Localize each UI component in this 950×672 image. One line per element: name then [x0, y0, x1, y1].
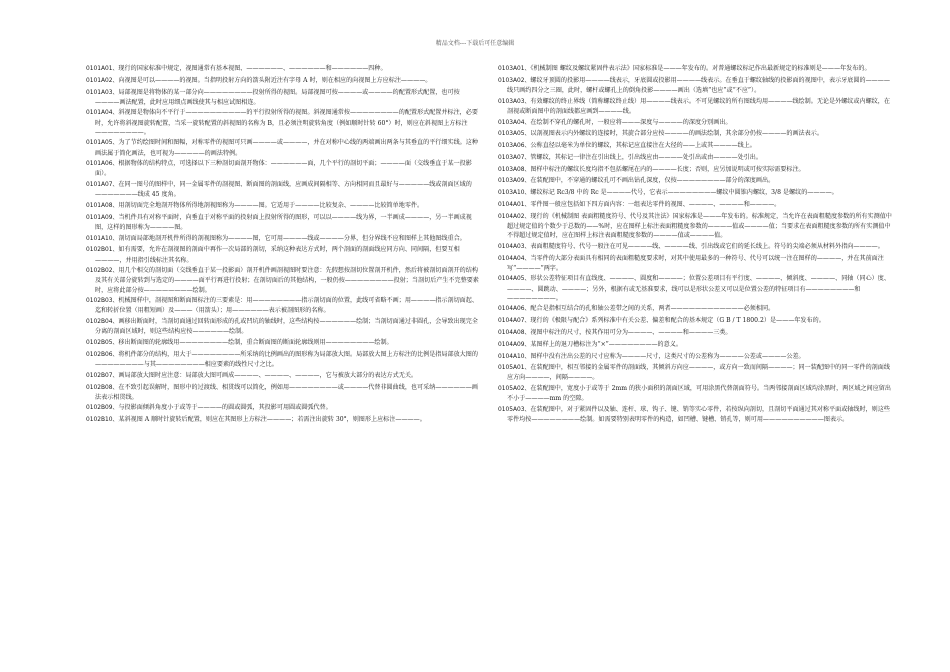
question-item	[498, 129, 893, 139]
question-id: 0104A02、	[498, 213, 531, 220]
question-item	[86, 88, 481, 107]
question-text: 当零件的大部分表面具有相同的表面粗糙度要求时，对其中使用最多的一种符号、代号可以统一注在图样的————，并在其前面注写“————”两字。	[507, 254, 884, 272]
question-text: 现行的《机械制图 表面粗糙度符号、代号及其注法》国家标准是———年发布的。标准规定，当允许在表面粗糙度参数的所有实测值中超过规定值的个数少于总数的——%时，应在图样上标注表面粗糙度参数的————值或————值；当要求在表面粗糙度参数的所有实测值中不得超过规定值时，应在图样上标注表面粗糙度参数的————值或————值。	[507, 212, 892, 239]
question-item	[86, 64, 481, 74]
question-item	[498, 384, 893, 403]
question-item	[498, 405, 893, 424]
question-item	[498, 316, 893, 326]
question-item	[86, 159, 481, 178]
left-column	[86, 64, 481, 427]
question-item	[498, 254, 893, 273]
question-text: 《机械制图 螺纹及螺纹紧固件表示法》国家标准是———年发布的。对普通螺纹标记作出最新规定的标准则是———年发布的。	[530, 65, 871, 72]
question-text: 根据物体的结构特点，可选择以下三种剖切面剖开物体：——————面，几个平行的剖切平面；————面（交线垂直于某一投影面）。	[95, 160, 472, 178]
question-item	[498, 165, 893, 175]
question-text: 局部视图是将物体的某一部分向————————投射所得的视图。局部视图可按————或————的配置形式配置，也可按————画法配置，此时应用细点画线使其与相应试图相连。	[95, 88, 460, 106]
question-text: 表面粗糙度符号、代号一般注在可见————线、————线、引出线或它们的延长线上。符号的尖端必须从材料外指向————。	[530, 242, 884, 250]
question-text: 在装配图中，宽度小于或等于 2mm 的狭小面积的剖面区域，可用涂黑代替剖面符号。当两邻接剖面区域均涂黑时，两区域之间应留出不小于————mm 的空隙。	[507, 385, 891, 403]
question-text: 在装配图中，不穿通的螺纹孔可不画出钻孔深度，仅按————————部分的深度画出。	[530, 177, 775, 185]
question-text: 画局部放大图时应注意：局部放大图可画成————、————、————，它与被放大部分的表达方式无关。	[118, 371, 418, 379]
question-item	[86, 383, 481, 402]
question-item	[86, 317, 481, 336]
question-item	[498, 352, 893, 362]
question-text: 以剖视图表示内外螺纹的连接时，其旋合部分应按————的画法绘制，其余部分仍按————的画法表示。	[530, 130, 823, 138]
question-text: 现行的《极限与配合》系列标准中有关公差、偏差和配合的基本规定（G B / T 1800.2）是———年发布的。	[530, 317, 825, 325]
question-text: 某斜视图 A 顺时针旋转后配置，则应在其图形上方标注————；若需注出旋转 30°，则图形上应标注————。	[118, 416, 426, 424]
question-item	[498, 328, 893, 338]
question-id: 0104A04、	[498, 255, 531, 262]
question-item	[86, 108, 481, 136]
question-id: 0104A05、	[498, 276, 531, 283]
question-text: 零件图一般应包括如下四方面内容：一组表达零件的视图、————、————和————。	[530, 201, 781, 208]
question-item	[498, 188, 893, 198]
question-text: 有效螺纹的终止界线（简称螺纹终止线）用————线表示。不可见螺纹的所有图线均用————线绘制。无论是外螺纹或内螺纹，在剖视或断面图中的剖面线都应画到————线。	[507, 97, 890, 115]
question-id: 0101A08、	[86, 203, 119, 210]
question-id: 0102B05、	[86, 340, 119, 347]
question-text: 现行的国家标准中规定，视图通常有基本视图、——————、——————和——————四种。	[118, 65, 387, 72]
question-id: 0103A06、	[498, 143, 531, 150]
question-id: 0102B02、	[86, 268, 119, 275]
question-id: 0102B03、	[86, 298, 119, 305]
question-text: 公称直径以毫米为单位的螺纹，其标记应直接注在大径的——上或其————线上。	[530, 142, 756, 150]
question-text: 在装配图中，相互邻接的金属零件的剖面线，其倾斜方向应————，或方向一致而间隔————；同一装配图中的同一零件的剖面线应方向————，间隔————。	[507, 364, 890, 382]
question-text: 剖切面局部地剖开机件所得的剖视图称为————图，它可用————线或————分界，但分界线不应和图样上其他图线重合。	[118, 234, 466, 242]
question-id: 0104A06、	[498, 306, 531, 313]
question-text: 为了节约绘图时间和图幅，对称零件的视图可只画————或————，并在对称中心线的两端画出两条与其垂直的平行细实线。这种画法属于简化画法，也可视为—————的画法特例。	[95, 139, 478, 157]
question-id: 0105A01、	[498, 365, 531, 372]
question-item	[86, 338, 481, 348]
question-text: 移出断面图的轮廓线用————————绘制，重合断面图的断面轮廓线则用————————绘制。	[118, 339, 393, 347]
question-item	[498, 212, 893, 240]
question-id: 0105A02、	[498, 386, 531, 393]
question-id: 0103A03、	[498, 98, 531, 105]
question-text: 在不致引起误解时，图形中的过渡线、相贯线可以简化，例如用————————或————代替非圆曲线，也可采纳——————画法表示相贯线。	[95, 383, 478, 401]
question-item	[86, 403, 481, 413]
question-text: 螺纹标记 Rc3/8 中的 Rc 是————代号，它表示————————螺纹中圆锥内螺纹，3/8 是螺纹的————。	[530, 189, 838, 197]
question-id: 0104A10、	[498, 353, 531, 360]
question-text: 配合是指相互结合的孔和轴公差带之间的关系，两者————————————必须相同。	[530, 305, 775, 313]
question-item	[498, 97, 893, 116]
question-item	[86, 213, 481, 232]
question-item	[86, 234, 481, 244]
question-text: 用几个相交的剖切面（交线垂直于某一投影面）剖开机件画剖视图时要注意：先假想按剖切位置剖开机件，然后将被剖切面剖开的结构及其有关部分旋转到与选定的————面平行再进行投射；在剖切面后的其他结构，一般仍按————————投射；当剖切后产生不完整要素时，应将此部分按————————绘制。	[95, 267, 479, 294]
question-id: 0104A01、	[498, 202, 531, 208]
question-text: 与投影面倾斜角度小于或等于————的圆或圆弧，其投影可用圆或圆弧代替。	[118, 404, 332, 412]
question-text: 形状公差特征项目有直线度、————、圆度和————；位置公差项目有平行度、————、倾斜度、————、同轴（同心）度、————、圆跳动、————；另外，根据有或无基准要求，线可以是形状公差又可以是位置公差的特征项目有————————和————————。	[507, 275, 890, 302]
question-id: 0101A10、	[86, 235, 119, 242]
question-item	[86, 350, 481, 369]
question-item	[498, 118, 893, 128]
question-item	[86, 296, 481, 315]
question-id: 0101A01、	[86, 66, 119, 72]
question-item	[86, 76, 481, 86]
question-id: 0102B01、	[86, 247, 119, 254]
question-id: 0102B10、	[86, 417, 119, 424]
question-id: 0102B06、	[86, 351, 119, 358]
question-item	[498, 200, 893, 210]
question-item	[86, 138, 481, 157]
question-item	[498, 176, 893, 186]
question-id: 0104A08、	[498, 329, 531, 336]
question-id: 0104A07、	[498, 318, 531, 325]
question-item	[498, 363, 893, 382]
question-id: 0104A09、	[498, 341, 531, 348]
question-text: 向视图是可以————的视图。当指明投射方向的箭头附近注有字母 A 时，则在相应的向视图上方应标注————。	[118, 76, 432, 84]
question-item	[498, 242, 893, 252]
question-text: 如有需要，允许在剖视图的剖面中再作一次局部的剖切，采纳这种表达方式时，两个剖面的剖面线应同方向、同间隔，但要互相————，并用指引线标注其名称。	[95, 246, 460, 264]
question-item	[86, 180, 481, 199]
question-id: 0101A04、	[86, 110, 119, 117]
question-item	[498, 274, 893, 302]
question-item	[86, 266, 481, 294]
question-id: 0103A08、	[498, 166, 531, 173]
question-text: 在装配图中，对于紧固件以及轴、连杆、球、钩子、键、销等实心零件，若按纵向剖切，且剖切平面通过其对称平面或轴线时，则这些零件均按————————绘制。如需要特别表明零件的构造，如凹槽、键槽、销孔等，则可用——————————图表示。	[507, 406, 890, 424]
question-text: 当机件具有对称平面时，向垂直于对称平面的投射面上投射所得的图形，可以以————线为界，一半画成————，另一半画成视图，这样的图形称为————图。	[95, 213, 472, 231]
question-text: 管螺纹，其标记一律注在引出线上，引出线应由————处引出或由————处引出。	[530, 153, 762, 161]
question-id: 0103A04、	[498, 119, 531, 126]
question-id: 0103A09、	[498, 178, 531, 185]
question-item	[86, 371, 481, 381]
question-item	[498, 64, 893, 74]
question-id: 0103A05、	[498, 131, 531, 138]
question-text: 在绘制不穿孔的螺孔时，一般应将———深度与————的深度分别画出。	[530, 118, 732, 126]
question-item	[498, 141, 893, 151]
question-item	[498, 340, 893, 350]
question-id: 0101A05、	[86, 140, 119, 147]
question-id: 0103A01、	[498, 66, 531, 72]
question-text: 用剖切面完全地剖开物体所得地剖视图称为————图。它适用于————比较复杂、————比较简单地零件。	[118, 202, 424, 210]
question-id: 0103A07、	[498, 154, 531, 161]
question-text: 机械图样中，剖视图和断面图标注的三要素是：用————————指示剖切面的位置，此线可省略不画；用————指示剖切面起、迄和转折位置（用粗短画）及———（用箭头）；用——————表示被剖图形的名称。	[95, 297, 478, 315]
question-id: 0103A10、	[498, 190, 531, 197]
question-text: 斜视图是物体向不平行于——————————的平行投射所得的视图。斜视图通常按————————的配置形式配置并标注，必要时，允许将斜视图旋转配置，当采一旋转配置的斜视图的名称为 B，且必须注明旋转角度（例如顺时针转 60°）时，则应在斜视图上方标注————————。	[95, 109, 478, 136]
question-id: 0101A06、	[86, 161, 119, 168]
question-item	[86, 201, 481, 211]
question-id: 0102B09、	[86, 405, 119, 412]
question-id: 0101A07、	[86, 182, 119, 189]
question-id: 0101A02、	[86, 77, 119, 84]
question-item	[498, 304, 893, 314]
question-item	[86, 415, 481, 425]
question-id: 0102B04、	[86, 319, 119, 326]
question-id: 0101A03、	[86, 89, 119, 96]
question-text: 图样中没有注出公差的尺寸应称为————尺寸，这类尺寸的公差称为————公差或————公差。	[530, 352, 805, 360]
question-text: 视图中标注的尺寸，按其作用可分为————、————和————三类。	[530, 328, 732, 336]
question-item	[86, 245, 481, 264]
question-text: 在同一图号的图样中，同一金属零件的剖视图、断面图的剖面线，应画成间隔相等、方向相同而且最好与—————线或剖面区域的———————线成 45 度角。	[95, 181, 472, 199]
question-id: 0102B07、	[86, 372, 119, 379]
question-id: 0101A09、	[86, 214, 119, 221]
question-item	[498, 76, 893, 95]
question-id: 0103A02、	[498, 77, 531, 84]
question-text: 画移出断面时，当剖切面通过回转面形成的孔或凹坑的轴线时，这些结构按——————绘制；当剖切面通过非圆孔，会导致出现完全分离的剖面区域时，则这些结构应按——————绘制。	[95, 318, 478, 336]
question-id: 0102B08、	[86, 384, 119, 391]
question-id: 0104A03、	[498, 243, 531, 250]
question-text: 图样中标注的螺纹长度均指不包括螺尾在内的————长度；否则，应另加说明或可按实际需要标注。	[530, 165, 805, 173]
question-item	[498, 153, 893, 163]
question-text: 螺纹牙顶圆的投影用————线表示，牙底圆或投影用————线表示。在垂直于螺纹轴线的投影面的视图中，表示牙底圆的————线只画约四分之三圈，此时，螺杆或螺孔上的倒角投影————画出（选填“也应”或“不应”）。	[507, 76, 890, 94]
question-text: 将机件部分的结构，用大于————————所采纳的比例画出的图形称为局部放大图。局部放大图上方标注的比例是指局部放大图的————————与其————————相应要素的线性尺寸之比。	[95, 350, 478, 368]
question-text: 某图样上的退刀槽标注为“×”————————的意义。	[530, 340, 682, 348]
question-id: 0105A03、	[498, 407, 531, 414]
page-header: 精品文档---下载后可任意编辑	[435, 40, 515, 47]
right-column	[498, 64, 893, 426]
